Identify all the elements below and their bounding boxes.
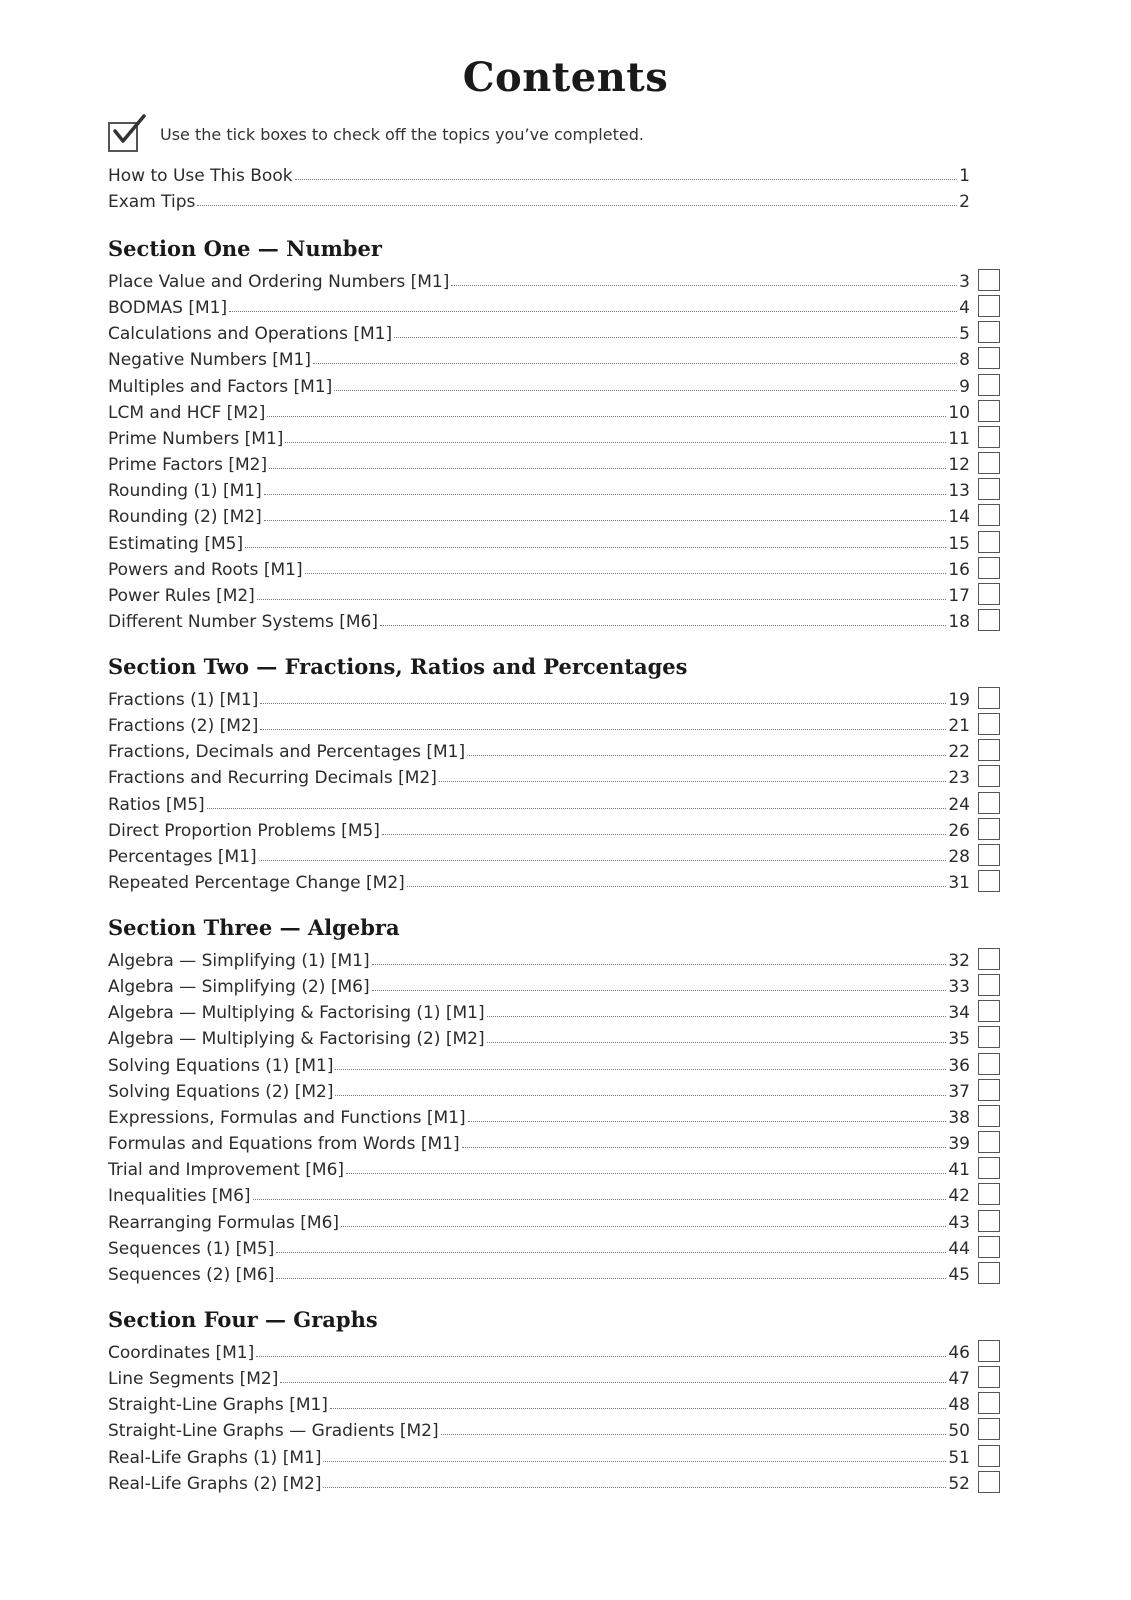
topic-tick-box[interactable] xyxy=(978,1000,1000,1022)
toc-entry-title: Solving Equations (2) [M2] xyxy=(108,1081,334,1102)
toc-entry xyxy=(108,318,970,344)
toc-entry-page: 44 xyxy=(948,1238,970,1259)
toc-entry-title: Sequences (1) [M5] xyxy=(108,1238,275,1259)
dot-leader xyxy=(335,1095,946,1096)
toc-entry xyxy=(108,501,970,527)
toc-entry xyxy=(108,1363,970,1389)
toc-entry-page: 12 xyxy=(948,455,970,476)
topic-tick-box[interactable] xyxy=(978,1157,1000,1179)
toc-entry xyxy=(108,1128,970,1154)
toc-entry-page: 3 xyxy=(959,272,970,292)
toc-entry xyxy=(108,1180,970,1206)
toc-entry-title: Exam Tips xyxy=(108,192,196,213)
dot-leader xyxy=(295,179,958,180)
toc-entry-page: 48 xyxy=(948,1395,970,1416)
toc-entry-page: 36 xyxy=(948,1055,970,1076)
topic-tick-box[interactable] xyxy=(978,948,1000,970)
toc-entry-page: 15 xyxy=(948,533,970,554)
toc-entry-title: Algebra — Simplifying (1) [M1] xyxy=(108,951,370,971)
topic-tick-box[interactable] xyxy=(978,347,1000,369)
topic-tick-box[interactable] xyxy=(978,818,1000,840)
dot-leader xyxy=(372,964,947,965)
topic-tick-box[interactable] xyxy=(978,1131,1000,1153)
topic-tick-box[interactable] xyxy=(978,557,1000,579)
section-heading: Section One — Number xyxy=(108,236,382,261)
topic-tick-box[interactable] xyxy=(978,974,1000,996)
dot-leader xyxy=(439,781,947,782)
toc-entry xyxy=(108,1442,970,1468)
toc-entry xyxy=(108,1076,970,1102)
topic-tick-box[interactable] xyxy=(978,1471,1000,1493)
dot-leader xyxy=(267,416,946,417)
toc-entry-page: 16 xyxy=(948,559,970,580)
topic-tick-box[interactable] xyxy=(978,1392,1000,1414)
intro xyxy=(108,116,644,152)
toc-entry-title: Multiples and Factors [M1] xyxy=(108,376,333,397)
toc-entry xyxy=(108,710,970,736)
topic-tick-box[interactable] xyxy=(978,1105,1000,1127)
toc-entry xyxy=(108,344,970,370)
toc-entry-page: 51 xyxy=(948,1447,970,1468)
toc-entry xyxy=(108,423,970,449)
dot-leader xyxy=(330,1408,946,1409)
toc-entry xyxy=(108,971,970,997)
toc-entry xyxy=(108,1102,970,1128)
toc-entry-title: Fractions and Recurring Decimals [M2] xyxy=(108,768,437,789)
dot-leader xyxy=(259,860,947,861)
toc-entry-page: 41 xyxy=(948,1160,970,1181)
toc-entry-page: 33 xyxy=(948,977,970,998)
toc-entry-title: Line Segments [M2] xyxy=(108,1369,279,1390)
toc-entry-page: 37 xyxy=(948,1081,970,1102)
toc-entry xyxy=(108,266,970,292)
toc-entry-title: Percentages [M1] xyxy=(108,846,257,867)
toc-entry xyxy=(108,1207,970,1233)
topic-tick-box[interactable] xyxy=(978,321,1000,343)
toc-entry xyxy=(108,815,970,841)
dot-leader xyxy=(382,834,946,835)
toc-entry xyxy=(108,867,970,893)
toc-entry-page: 50 xyxy=(948,1421,970,1442)
dot-leader xyxy=(313,363,957,364)
topic-tick-box[interactable] xyxy=(978,1210,1000,1232)
toc-entry-page: 22 xyxy=(948,742,970,763)
topic-tick-box[interactable] xyxy=(978,504,1000,526)
toc-entry xyxy=(108,580,970,606)
toc-entry-page: 28 xyxy=(948,846,970,867)
toc-entry xyxy=(108,528,970,554)
topic-tick-box[interactable] xyxy=(978,687,1000,709)
toc-entry-title: Real-Life Graphs (2) [M2] xyxy=(108,1473,322,1494)
dot-leader xyxy=(285,442,946,443)
dot-leader xyxy=(257,599,947,600)
toc-entry-title: Algebra — Simplifying (2) [M6] xyxy=(108,977,370,998)
toc-entry-page: 21 xyxy=(948,716,970,737)
toc-entry-page: 38 xyxy=(948,1107,970,1128)
toc-entry xyxy=(108,1050,970,1076)
toc-entry-title: Power Rules [M2] xyxy=(108,585,255,606)
toc-entry xyxy=(108,1154,970,1180)
toc-entry-page: 45 xyxy=(948,1264,970,1285)
dot-leader xyxy=(451,285,957,286)
toc-entry-page: 31 xyxy=(948,873,970,894)
toc-entry-page: 43 xyxy=(948,1212,970,1233)
dot-leader xyxy=(380,625,946,626)
toc-entry xyxy=(108,449,970,475)
toc-entry-page: 35 xyxy=(948,1029,970,1050)
toc-entry-title: Direct Proportion Problems [M5] xyxy=(108,820,380,841)
dot-leader xyxy=(372,990,947,991)
toc-entry-title: Prime Factors [M2] xyxy=(108,455,268,476)
toc-entry-page: 11 xyxy=(948,428,970,449)
toc-entry xyxy=(108,371,970,397)
dot-leader xyxy=(467,755,946,756)
toc-entry-page: 39 xyxy=(948,1134,970,1155)
toc-entry-title: LCM and HCF [M2] xyxy=(108,402,266,423)
section-heading: Section Two — Fractions, Ratios and Percentages xyxy=(108,654,688,679)
topic-tick-box[interactable] xyxy=(978,400,1000,422)
toc-entry-title: Negative Numbers [M1] xyxy=(108,350,311,371)
toc-entry-title: Estimating [M5] xyxy=(108,533,244,554)
dot-leader xyxy=(256,1356,946,1357)
topic-tick-box[interactable] xyxy=(978,374,1000,396)
toc-entry-page: 17 xyxy=(948,585,970,606)
section-heading: Section Four — Graphs xyxy=(108,1307,378,1332)
toc-entry-page: 1 xyxy=(959,166,970,186)
toc-entry-page: 4 xyxy=(959,298,970,319)
section-heading: Section Three — Algebra xyxy=(108,915,400,940)
dot-leader xyxy=(346,1173,946,1174)
toc-entry-page: 2 xyxy=(959,192,970,213)
toc-entry xyxy=(108,475,970,501)
dot-leader xyxy=(323,1461,946,1462)
toc-entry-title: Ratios [M5] xyxy=(108,794,205,815)
toc-entry-page: 52 xyxy=(948,1473,970,1494)
toc-entry xyxy=(108,1389,970,1415)
toc-entry-title: Powers and Roots [M1] xyxy=(108,559,303,580)
topic-tick-box[interactable] xyxy=(978,1079,1000,1101)
toc-entry-title: Expressions, Formulas and Functions [M1] xyxy=(108,1107,466,1128)
toc-entry xyxy=(108,606,970,632)
dot-leader xyxy=(269,468,946,469)
toc-entry-title: Repeated Percentage Change [M2] xyxy=(108,873,405,894)
dot-leader xyxy=(487,1042,947,1043)
topic-tick-box[interactable] xyxy=(978,1366,1000,1388)
toc-entry xyxy=(108,1337,970,1363)
topic-tick-box[interactable] xyxy=(978,792,1000,814)
dot-leader xyxy=(441,1434,947,1435)
topic-tick-box[interactable] xyxy=(978,870,1000,892)
toc-entry-title: Place Value and Ordering Numbers [M1] xyxy=(108,272,450,292)
dot-leader xyxy=(264,520,947,521)
toc-entry-page: 24 xyxy=(948,794,970,815)
toc-entry-title: Trial and Improvement [M6] xyxy=(108,1160,345,1181)
toc-entry-title: Calculations and Operations [M1] xyxy=(108,324,393,345)
topic-tick-box[interactable] xyxy=(978,295,1000,317)
toc-entry-page: 26 xyxy=(948,820,970,841)
toc-entry-page: 10 xyxy=(948,402,970,423)
toc-entry-page: 18 xyxy=(948,611,970,632)
dot-leader xyxy=(462,1147,947,1148)
toc-entry xyxy=(108,945,970,971)
topic-tick-box[interactable] xyxy=(978,739,1000,761)
toc-entry-page: 46 xyxy=(948,1343,970,1363)
dot-leader xyxy=(260,729,946,730)
toc-entry-title: Prime Numbers [M1] xyxy=(108,428,284,449)
toc-entry-title: Coordinates [M1] xyxy=(108,1343,255,1363)
topic-tick-box[interactable] xyxy=(978,1183,1000,1205)
toc-entry xyxy=(108,554,970,580)
topic-tick-box[interactable] xyxy=(978,609,1000,631)
dot-leader xyxy=(407,886,947,887)
toc-entry xyxy=(108,762,970,788)
dot-leader xyxy=(276,1252,946,1253)
topic-tick-box[interactable] xyxy=(978,1236,1000,1258)
dot-leader xyxy=(264,494,947,495)
topic-tick-box[interactable] xyxy=(978,452,1000,474)
dot-leader xyxy=(229,311,957,312)
toc-entry-title: Solving Equations (1) [M1] xyxy=(108,1055,334,1076)
toc-entry xyxy=(108,1468,970,1494)
topic-tick-box[interactable] xyxy=(978,1053,1000,1075)
toc-entry xyxy=(108,997,970,1023)
topic-tick-box[interactable] xyxy=(978,1340,1000,1362)
tick-icon xyxy=(112,114,146,148)
toc-entry-page: 9 xyxy=(959,376,970,397)
dot-leader xyxy=(305,573,947,574)
toc-entry-title: Real-Life Graphs (1) [M1] xyxy=(108,1447,322,1468)
toc-entry-title: Fractions (1) [M1] xyxy=(108,690,259,710)
dot-leader xyxy=(253,1199,947,1200)
dot-leader xyxy=(334,390,957,391)
toc-entry xyxy=(108,789,970,815)
toc-entry-title: Algebra — Multiplying & Factorising (2) [M2] xyxy=(108,1029,485,1050)
toc-entry xyxy=(108,1259,970,1285)
dot-leader xyxy=(197,205,957,206)
toc-entry-page: 14 xyxy=(948,507,970,528)
toc-entry xyxy=(108,397,970,423)
toc-entry xyxy=(108,160,970,186)
topic-tick-box[interactable] xyxy=(978,1026,1000,1048)
toc-entry-page: 47 xyxy=(948,1369,970,1390)
dot-leader xyxy=(276,1278,946,1279)
topic-tick-box[interactable] xyxy=(978,478,1000,500)
dot-leader xyxy=(487,1016,947,1017)
toc-entry xyxy=(108,1233,970,1259)
toc-entry xyxy=(108,684,970,710)
topic-tick-box[interactable] xyxy=(978,713,1000,735)
dot-leader xyxy=(245,547,946,548)
toc-entry-page: 19 xyxy=(948,690,970,710)
page-title: Contents xyxy=(462,54,669,101)
topic-tick-box[interactable] xyxy=(978,844,1000,866)
toc-entry-title: Sequences (2) [M6] xyxy=(108,1264,275,1285)
toc-entry-title: Straight-Line Graphs [M1] xyxy=(108,1395,328,1416)
toc-entry-title: Formulas and Equations from Words [M1] xyxy=(108,1134,460,1155)
topic-tick-box[interactable] xyxy=(978,1262,1000,1284)
toc-entry xyxy=(108,736,970,762)
dot-leader xyxy=(280,1382,946,1383)
toc-entry-title: Rearranging Formulas [M6] xyxy=(108,1212,340,1233)
topic-tick-box[interactable] xyxy=(978,269,1000,291)
topic-tick-box[interactable] xyxy=(978,765,1000,787)
topic-tick-box[interactable] xyxy=(978,531,1000,553)
toc-entry xyxy=(108,186,970,212)
toc-entry xyxy=(108,1023,970,1049)
toc-entry-title: Straight-Line Graphs — Gradients [M2] xyxy=(108,1421,439,1442)
toc-entry-page: 5 xyxy=(959,324,970,345)
dot-leader xyxy=(207,808,947,809)
intro-text: Use the tick boxes to check off the topics you’ve completed. xyxy=(160,124,644,144)
dot-leader xyxy=(394,337,957,338)
toc-entry-title: Rounding (1) [M1] xyxy=(108,481,262,502)
topic-tick-box[interactable] xyxy=(978,583,1000,605)
toc-entry-page: 42 xyxy=(948,1186,970,1207)
toc-entry-page: 23 xyxy=(948,768,970,789)
toc-entry-page: 13 xyxy=(948,481,970,502)
intro-tick-box xyxy=(108,122,138,152)
toc-entry-title: Fractions (2) [M2] xyxy=(108,716,259,737)
toc-entry-title: Fractions, Decimals and Percentages [M1] xyxy=(108,742,466,763)
toc-entry-title: BODMAS [M1] xyxy=(108,298,228,319)
toc-entry-page: 8 xyxy=(959,350,970,371)
dot-leader xyxy=(323,1487,946,1488)
toc-entry xyxy=(108,841,970,867)
dot-leader xyxy=(341,1226,946,1227)
toc-entry-page: 34 xyxy=(948,1003,970,1024)
toc-entry xyxy=(108,1415,970,1441)
topic-tick-box[interactable] xyxy=(978,426,1000,448)
dot-leader xyxy=(260,703,946,704)
toc-entry xyxy=(108,292,970,318)
toc-entry-title: Inequalities [M6] xyxy=(108,1186,251,1207)
topic-tick-box[interactable] xyxy=(978,1445,1000,1467)
dot-leader xyxy=(468,1121,947,1122)
toc-entry-title: Different Number Systems [M6] xyxy=(108,611,378,632)
dot-leader xyxy=(335,1069,946,1070)
toc-entry-title: How to Use This Book xyxy=(108,166,293,186)
toc-entry-page: 32 xyxy=(948,951,970,971)
toc-entry-title: Rounding (2) [M2] xyxy=(108,507,262,528)
topic-tick-box[interactable] xyxy=(978,1418,1000,1440)
toc-entry-title: Algebra — Multiplying & Factorising (1) [M1] xyxy=(108,1003,485,1024)
